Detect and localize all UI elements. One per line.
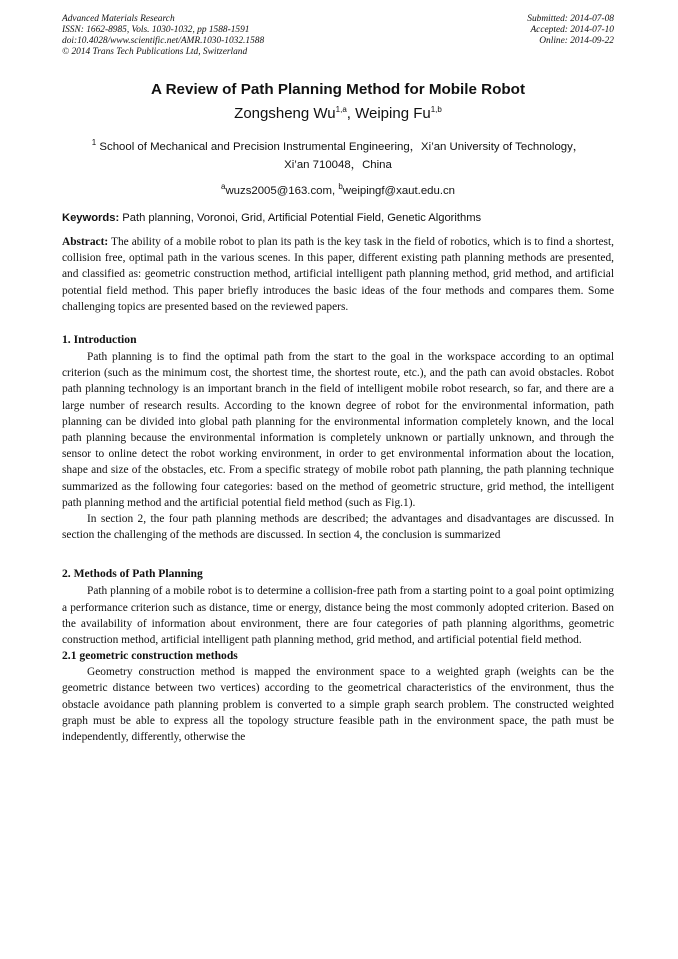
email-a: wuzs2005@163.com,: [225, 185, 339, 197]
paper-title: A Review of Path Planning Method for Mobile Robot: [150, 81, 526, 98]
abstract-text: The ability of a mobile robot to plan its path is the key task in the field of robotics, which is to find a shortest, collision free, optimal path in the various scenes. In this paper, different existing path planning methods are presented, and classified as: geometric construction method, artificial intelligent path planning method, grid method, and artificial potential field method. This paper briefly introduces the basic ideas of the four methods and compares them. Some challenging topics are presented based on the reviewed papers.: [62, 236, 614, 313]
affiliation-line-1: $^1$ School of Mechanical and Precision Instrumental Engineering，Xi’an University of Technology，: [91, 138, 585, 153]
affiliation: [62, 138, 614, 174]
issn: ISSN: 1662-8985, Vols. 1030-1032, pp 1588-1591: [62, 25, 250, 35]
subsection-heading: 2.1 geometric construction methods: [62, 649, 238, 663]
keywords: [62, 210, 614, 226]
abstract: [62, 234, 614, 315]
journal-name: Advanced Materials Research: [62, 14, 175, 24]
abstract-label: Abstract:: [62, 236, 109, 248]
author-name: Zongsheng Wu: [234, 105, 336, 122]
paragraph: Geometry construction method is mapped the environment space to a weighted graph (weights can be the geometric distance between two vertices) according to the geometrical characteristics of the environment, thus the obstacle avoidance path planning problem is converted to a simple graph search problem. The constructed weighted graph must be able to express all the topology structure feasible path in the environment space, the path must be independently, differently, otherwise the: [62, 666, 614, 744]
author-name: Weiping Fu: [355, 105, 431, 122]
keywords-label: Keywords:: [62, 212, 120, 224]
affiliation-line-2: Xi’an 710048，China: [284, 159, 392, 171]
author-separator: ,: [346, 105, 356, 122]
doi: doi:10.4028/www.scientific.net/AMR.1030-1032.1588: [62, 36, 265, 46]
section-heading-introduction: 1. Introduction: [62, 333, 137, 347]
paper-page: [62, 14, 614, 745]
author-sup: 1,b: [430, 105, 442, 114]
journal-header: [62, 14, 614, 64]
author-sup: 1,a: [335, 105, 347, 114]
affiliation-sup: 1: [91, 138, 97, 148]
online-date: Online: 2014-09-22: [539, 36, 614, 46]
emails: $^a$wuzs2005@163.com, $^b$weipingf@xaut.edu.cn: [220, 182, 456, 197]
dates: [527, 14, 614, 47]
paragraph: Path planning is to find the optimal path from the start to the goal in the workspace according to an optimal criterion (such as the minimum cost, the shortest time, the shortest route, etc.), and the path can avoid obstacles. Robot path planning technology is an important branch in the field of intelligent mobile robot research, so far, and there are a large number of research results. According to the known degree of robot for the environmental information, path planning can be divided into global path planning for the environmental information completely known, and the local path planning because the environmental information is completely unknown or partially unknown, and through the sensor to online detect the robot working environment, in order to get environmental information about the location, shape and size of the obstacles, etc. From a specific strategy of mobile robot path planning, the path planning technique summarized as the following four categories: based on the method of geometric structure, grid method, the intelligent path planning method and the artificial potential field method (such as Fig.1).: [62, 351, 614, 509]
journal-info: [62, 14, 264, 58]
author-line: [62, 104, 614, 124]
email-b: weipingf@xaut.edu.cn: [342, 185, 456, 197]
keywords-text: Path planning, Voronoi, Grid, Artificial Potential Field, Genetic Algorithms: [119, 212, 482, 224]
paragraph: Path planning of a mobile robot is to determine a collision-free path from a starting point to a goal point optimizing a performance criterion such as distance, time or energy, distance being the most commonly adopted criterion. Based on the availability of information about environment, there are four categories of path planning algorithms, geometric construction method, artificial intelligent path planning method, grid method, and artificial potential field method.: [62, 585, 614, 647]
accepted-date: Accepted: 2014-07-10: [530, 25, 614, 35]
copyright: © 2014 Trans Tech Publications Ltd, Switzerland: [62, 47, 248, 57]
paragraph: In section 2, the four path planning methods are described; the advantages and disadvantages are discussed. In section the challenging of the methods are discussed. In section 4, the conclusion is summarized: [62, 513, 614, 542]
section-heading-methods: 2. Methods of Path Planning: [62, 567, 203, 581]
submitted-date: Submitted: 2014-07-08: [527, 14, 614, 24]
